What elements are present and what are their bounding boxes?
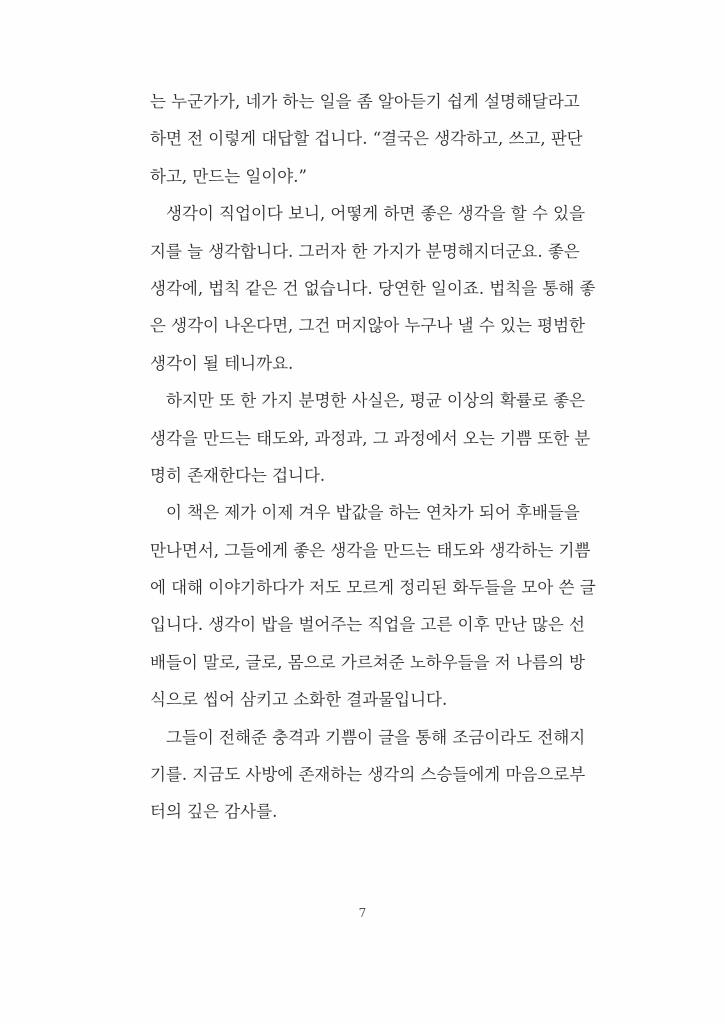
text-line: 는 누군가가, 네가 하는 일을 좀 알아듣기 쉽게 설명해달라고 — [150, 92, 580, 111]
paragraph-start-line: 생각이 직업이다 보니, 어떻게 하면 좋은 생각을 할 수 있을 — [166, 204, 586, 224]
body-text — [150, 83, 650, 831]
paragraph-start-line: 그들이 전해준 충격과 기쁨이 글을 통해 조금이라도 전해지 — [166, 727, 586, 747]
paragraph-start-line: 이 책은 제가 이제 겨우 밥값을 하는 연차가 되어 후배들을 — [166, 503, 580, 523]
text-line: 은 생각이 나온다면, 그건 머지않아 누구나 낼 수 있는 평범한 — [150, 316, 585, 336]
text-line: 생각이 될 테니까요. — [150, 353, 294, 373]
text-line: 하면 전 이렇게 대답할 겁니다. “결국은 생각하고, 쓰고, 판단 — [150, 129, 583, 149]
text-line: 생각을 만드는 태도와, 과정과, 그 과정에서 오는 기쁨 또한 분 — [150, 428, 591, 448]
text-line: 에 대해 이야기하다가 저도 모르게 정리된 화두들을 모아 쓴 글 — [150, 578, 596, 598]
text-line: 기를. 지금도 사방에 존재하는 생각의 스승들에게 마음으로부 — [150, 765, 586, 785]
text-line: 명히 존재한다는 겁니다. — [150, 465, 326, 485]
paragraph-start-line: 하지만 또 한 가지 분명한 사실은, 평균 이상의 확률로 좋은 — [166, 391, 586, 411]
text-line: 만나면서, 그들에게 좋은 생각을 만드는 태도와 생각하는 기쁨 — [150, 540, 591, 560]
text-line: 지를 늘 생각합니다. 그러자 한 가지가 분명해지더군요. 좋은 — [150, 241, 580, 261]
text-line: 입니다. 생각이 밥을 벌어주는 직업을 고른 이후 만난 많은 선 — [150, 615, 585, 635]
page-number: 7 — [358, 906, 367, 920]
text-line: 식으로 씹어 삼키고 소화한 결과물입니다. — [150, 690, 448, 710]
text-line: 터의 깊은 감사를. — [150, 802, 278, 822]
text-line: 하고, 만드는 일이야.” — [150, 166, 307, 186]
text-line: 배들이 말로, 글로, 몸으로 가르쳐준 노하우들을 저 나름의 방 — [150, 652, 585, 672]
text-line: 생각에, 법칙 같은 건 없습니다. 당연한 일이죠. 법칙을 통해 좋 — [150, 278, 596, 298]
